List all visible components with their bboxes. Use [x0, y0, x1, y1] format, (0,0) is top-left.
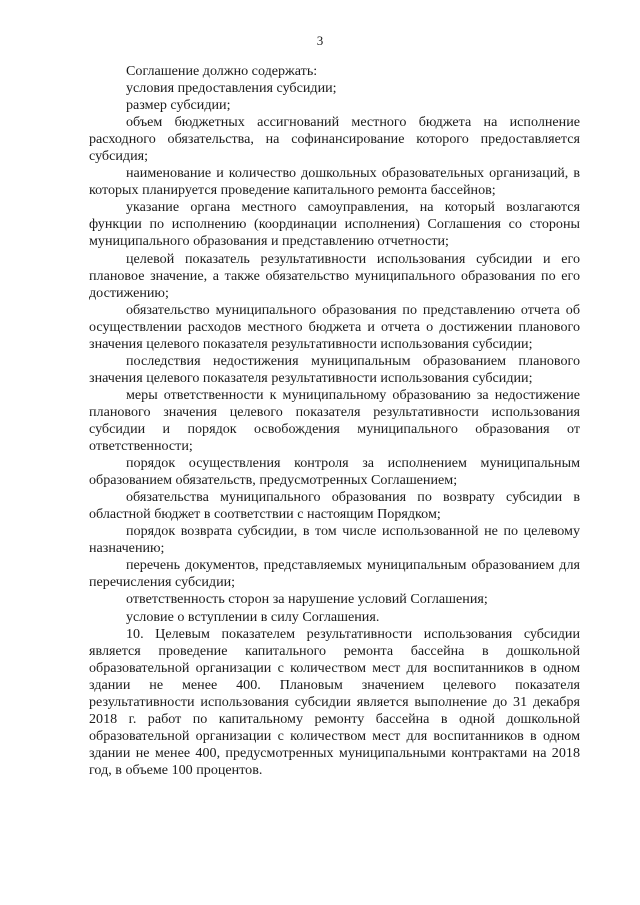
paragraph-conditions: условия предоставления субсидии; [126, 80, 337, 97]
paragraph-documents-list: перечень документов, представляемых муниципальным образованием для перечисления субсидии; [89, 557, 580, 591]
paragraph-entry-into-force: условие о вступлении в силу Соглашения. [126, 608, 380, 625]
paragraph-reporting-obligation: обязательство муниципального образования по представлению отчета об осуществлении расходов местного бюджета и отчета о достижении планового значения целевого показателя результативности использования субсидии; [89, 301, 580, 352]
paragraph-subsidy-size: размер субсидии; [126, 97, 231, 114]
paragraph-organizations: наименование и количество дошкольных образовательных организаций, в которых планируется проведение капитального ремонта бассейнов; [89, 165, 580, 199]
paragraph-control-procedure: порядок осуществления контроля за исполнением муниципальным образованием обязательств, предусмотренных Соглашением; [89, 455, 580, 489]
paragraph-return-obligations: обязательства муниципального образования по возврату субсидии в областной бюджет в соответствии с настоящим Порядком; [89, 489, 580, 523]
paragraph-consequences: последствия недостижения муниципальным образованием планового значения целевого показателя результативности использования субсидии; [89, 352, 580, 386]
paragraph-return-procedure: порядок возврата субсидии, в том числе использованной не по целевому назначению; [89, 523, 580, 557]
paragraph-section-10: 10. Целевым показателем результативности использования субсидии является проведение капитального ремонта бассейна в дошкольной образовательной организации с количеством мест для воспитанников в одном здании не менее 400. Плановым значением целевого показателя результативности использования субсидии является выполнение до 31 декабря 2018 г. работ по капитальному ремонту бассейна в одной дошкольной образовательной организации с количеством мест для воспитанников в одном здании не менее 400, предусмотренных муниципальными контрактами на 2018 год, в объеме 100 процентов. [89, 625, 580, 778]
page-number: 3 [316, 33, 324, 48]
paragraph-liability-measures: меры ответственности к муниципальному образованию за недостижение планового значения целевого показателя результативности использования субсидии и порядок освобождения муниципального образования от ответственности; [89, 386, 580, 455]
document-body [89, 63, 580, 779]
paragraph-target-indicator: целевой показатель результативности использования субсидии и его плановое значение, а также обязательство муниципального образования по его достижению; [89, 250, 580, 301]
paragraph-parties-liability: ответственность сторон за нарушение условий Соглашения; [126, 591, 488, 608]
paragraph-responsible-body: указание органа местного самоуправления, на который возлагаются функции по исполнению (координации исполнения) Соглашения со стороны муниципального образования и представлению отчетности; [89, 199, 580, 250]
paragraph-budget-allocations: объем бюджетных ассигнований местного бюджета на исполнение расходного обязательства, на софинансирование которого предоставляется субсидия; [89, 114, 580, 165]
paragraph-agreement-contents: Соглашение должно содержать: [126, 63, 318, 79]
